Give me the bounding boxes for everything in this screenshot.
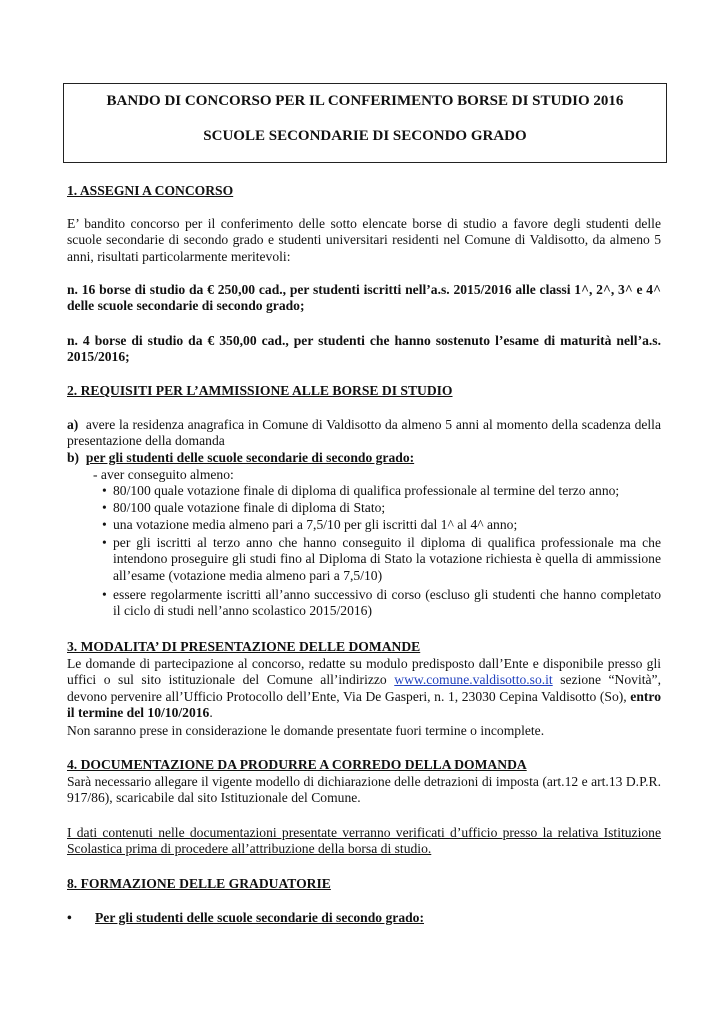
bullet-icon: • bbox=[102, 517, 107, 532]
document-subtitle: SCUOLE SECONDARIE DI SECONDO GRADO bbox=[203, 128, 527, 144]
bullet-icon: • bbox=[102, 483, 107, 498]
section-3-paragraph: Le domande di partecipazione al concorso, redatte su modulo predisposto dall’Ente e disponibile presso gli uffici o sul sito istituzionale del Comune all’indirizzo www.comune.valdisotto.so.it sezione “Novità”, devono pervenire all’Ufficio Protocollo dell’Ente, Via De Gasperi, n. 1, 23030 Cepina Valdisotto (So), entro il termine del 10/10/2016. bbox=[67, 656, 661, 721]
bullet-icon: • bbox=[67, 910, 72, 925]
title-box bbox=[63, 83, 667, 163]
section-8-heading: 8. FORMAZIONE DELLE GRADUATORIE bbox=[67, 876, 331, 891]
bullet-icon: • bbox=[102, 535, 107, 550]
award-paragraph-2: n. 4 borse di studio da € 350,00 cad., per studenti che hanno sostenuto l’esame di maturità nell’a.s. 2015/2016; bbox=[67, 333, 661, 365]
requirement-b-label: b) bbox=[67, 450, 80, 465]
award-paragraph-1: n. 16 borse di studio da € 250,00 cad., per studenti iscritti nell’a.s. 2015/2016 alle classi 1^, 2^, 3^ e 4^ delle scuole secondarie di secondo grado; bbox=[67, 282, 661, 314]
requirement-b bbox=[67, 450, 661, 466]
requirement-b-text: per gli studenti delle scuole secondarie di secondo grado: bbox=[85, 450, 415, 465]
section-3-heading: 3. MODALITA’ DI PRESENTAZIONE DELLE DOMANDE bbox=[67, 639, 421, 654]
section-1-heading: 1. ASSEGNI A CONCORSO bbox=[67, 183, 234, 198]
requirement-a-label: a) bbox=[67, 417, 79, 432]
document-page: BANDO DI CONCORSO PER IL CONFERIMENTO BORSE DI STUDIO 2016 SCUOLE SECONDARIE DI SECONDO GRADO 1. ASSEGNI A CONCORSO E’ bandito concorso per il conferimento delle sotto elencate borse di studio a favore degli studenti delle scuole secondarie di secondo grado e studenti universitari residenti nel Comune di Valdisotto, da almeno 5 anni, risultati particolarmente meritevoli: n. 16 borse di studio da € 250,00 cad., per studenti iscritti nell’a.s. 2015/2016 alle classi 1^, 2^, 3^ e 4^ delle scuole secondarie di secondo grado; n. 4 borse di studio da € 350,00 cad., per studenti che hanno sostenuto l’esame di maturità nell’a.s. 2015/2016; 2. REQUISITI PER L’AMMISSIONE ALLE BORSE DI STUDIO a) avere la residenza anagrafica in Comune di Valdisotto da almeno 5 anni al momento della scadenza della presentazione della domanda b) per gli studenti delle scuole secondarie di secondo grado: - aver conseguito almeno: • 80/100 quale votazione finale di diploma di qualifica professionale al termine del terzo anno; • 80/100 quale votazione finale di diploma di Stato; • una votazione media almeno pari a 7,5/10 per gli iscritti dal 1^ al 4^ anno; • per gli iscritti al terzo anno che hanno conseguito il diploma di qualifica professionale ma che intendono proseguire gli studi fino al Diploma di Stato la votazione richiesta è quella di ammissione all’esame (votazione media almeno pari a 7,5/10) • essere regolarmente iscritti all’anno successivo di corso (escluso gli studenti che hanno completato il ciclo di studi nell’anno scolastico 2015/2016) 3. MODALITA’ DI PRESENTAZIONE DELLE DOMANDE Le domande di partecipazione al concorso, redatte su modulo predisposto dall’Ente e disponibile presso gli uffici o sul sito istituzionale del Comune all’indirizzo www.comune.valdisotto.so.it sezione “Novità”, devono pervenire all’Ufficio Protocollo dell’Ente, Via De Gasperi, n. 1, 23030 Cepina Valdisotto (So), entro il termine del 10/10/2016. Non saranno prese in considerazione le domande presentate fuori termine o incomplete. 4. DOCUMENTAZIONE DA PRODURRE A CORREDO DELLA DOMANDA Sarà necessario allegare il vigente modello di dichiarazione delle detrazioni di imposta (art.12 e art.13 D.P.R. 917/86), scaricabile dal sito Istituzionale del Comune. I dati contenuti nelle documentazioni presentate verranno verificati d’ufficio presso la relativa Istituzione Scolastica prima di procedere all’attribuzione della borsa di studio. 8. FORMAZIONE DELLE GRADUATORIE • Per gli studenti delle scuole secondarie di secondo grado: bbox=[0, 0, 724, 1024]
deadline-text: entro il termine del 10/10/2016 bbox=[67, 688, 661, 721]
section-1-intro: E’ bandito concorso per il conferimento delle sotto elencate borse di studio a favore degli studenti delle scuole secondarie di secondo grado e studenti universitari residenti nel Comune di Valdisotto, da almeno 5 anni, risultati particolarmente meritevoli: bbox=[67, 216, 661, 264]
requirement-a-text: avere la residenza anagrafica in Comune di Valdisotto da almeno 5 anni al momento della scadenza della presentazione della domanda bbox=[67, 417, 661, 449]
bullet-icon: • bbox=[102, 500, 107, 515]
requirement-a bbox=[67, 417, 661, 450]
section-3-note: Non saranno prese in considerazione le domande presentate fuori termine o incomplete. bbox=[67, 723, 545, 738]
section-4-paragraph: Sarà necessario allegare il vigente modello di dichiarazione delle detrazioni di imposta (art.12 e art.13 D.P.R. 917/86), scaricabile dal sito Istituzionale del Comune. bbox=[67, 774, 661, 806]
section-4-heading: 4. DOCUMENTAZIONE DA PRODURRE A CORREDO DELLA DOMANDA bbox=[67, 757, 527, 772]
verification-note: I dati contenuti nelle documentazioni presentate verranno verificati d’ufficio presso la relativa Istituzione Scolastica prima di procedere all’attribuzione della borsa di studio. bbox=[67, 825, 661, 857]
section-2-heading: 2. REQUISITI PER L’AMMISSIONE ALLE BORSE DI STUDIO bbox=[67, 383, 453, 398]
bullet-icon: • bbox=[102, 587, 107, 602]
ranking-item-text: Per gli studenti delle scuole secondarie di secondo grado: bbox=[95, 910, 425, 925]
website-link[interactable]: www.comune.valdisotto.so.it bbox=[394, 672, 553, 688]
document-title: BANDO DI CONCORSO PER IL CONFERIMENTO BORSE DI STUDIO 2016 bbox=[106, 93, 624, 109]
dash-line: - aver conseguito almeno: bbox=[93, 467, 234, 482]
